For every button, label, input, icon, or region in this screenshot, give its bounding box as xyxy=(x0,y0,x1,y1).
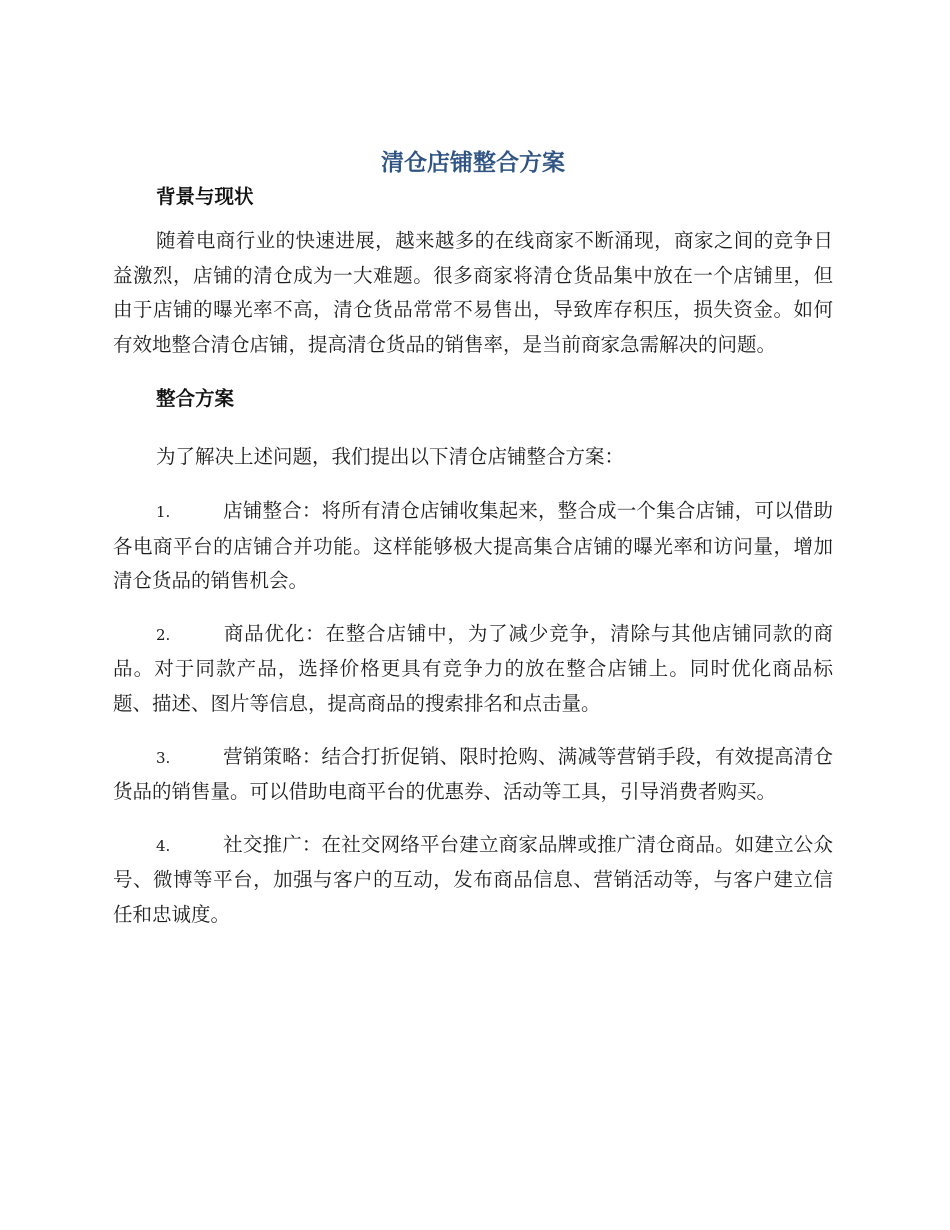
list-item-number: 1. xyxy=(156,502,171,521)
list-item xyxy=(113,828,833,933)
list-item-number: 3. xyxy=(156,748,171,767)
document-body xyxy=(113,146,833,933)
section-heading-plan: 整合方案 xyxy=(156,387,235,411)
list-item-text: 社交推广：在社交网络平台建立商家品牌或推广清仓商品。如建立公众号、微博等平台，加强与客户的互动，发布商品信息、营销活动等，与客户建立信任和忠诚度。 xyxy=(113,832,833,926)
list-item-text: 营销策略：结合打折促销、限时抢购、满减等营销手段，有效提高清仓货品的销售量。可以借助电商平台的优惠券、活动等工具，引导消费者购买。 xyxy=(113,744,833,804)
list-item-text: 店铺整合：将所有清仓店铺收集起来，整合成一个集合店铺，可以借助各电商平台的店铺合并功能。这样能够极大提高集合店铺的曝光率和访问量，增加清仓货品的销售机会。 xyxy=(113,498,833,593)
document-title: 清仓店铺整合方案 xyxy=(381,150,565,176)
list-item-number: 4. xyxy=(156,836,171,855)
plan-intro-paragraph: 为了解决上述问题，我们提出以下清仓店铺整合方案： xyxy=(156,445,625,469)
plan-list xyxy=(113,494,833,933)
list-item xyxy=(113,494,833,599)
section-heading-background: 背景与现状 xyxy=(156,185,254,208)
background-paragraph: 随着电商行业的快速进展，越来越多的在线商家不断涌现，商家之间的竞争日益激烈，店铺的清仓成为一大难题。很多商家将清仓货品集中放在一个店铺里，但由于店铺的曝光率不高，清仓货品常常不易售出，导致库存积压，损失资金。如何有效地整合清仓店铺，提高清仓货品的销售率，是当前商家急需解决的问题。 xyxy=(113,229,833,356)
list-item-text: 商品优化：在整合店铺中，为了减少竞争，清除与其他店铺同款的商品。对于同款产品，选择价格更具有竞争力的放在整合店铺上。同时优化商品标题、描述、图片等信息，提高商品的搜索排名和点击量。 xyxy=(113,621,833,715)
list-item xyxy=(113,617,833,722)
list-item xyxy=(113,740,833,810)
list-item-number: 2. xyxy=(156,625,171,644)
